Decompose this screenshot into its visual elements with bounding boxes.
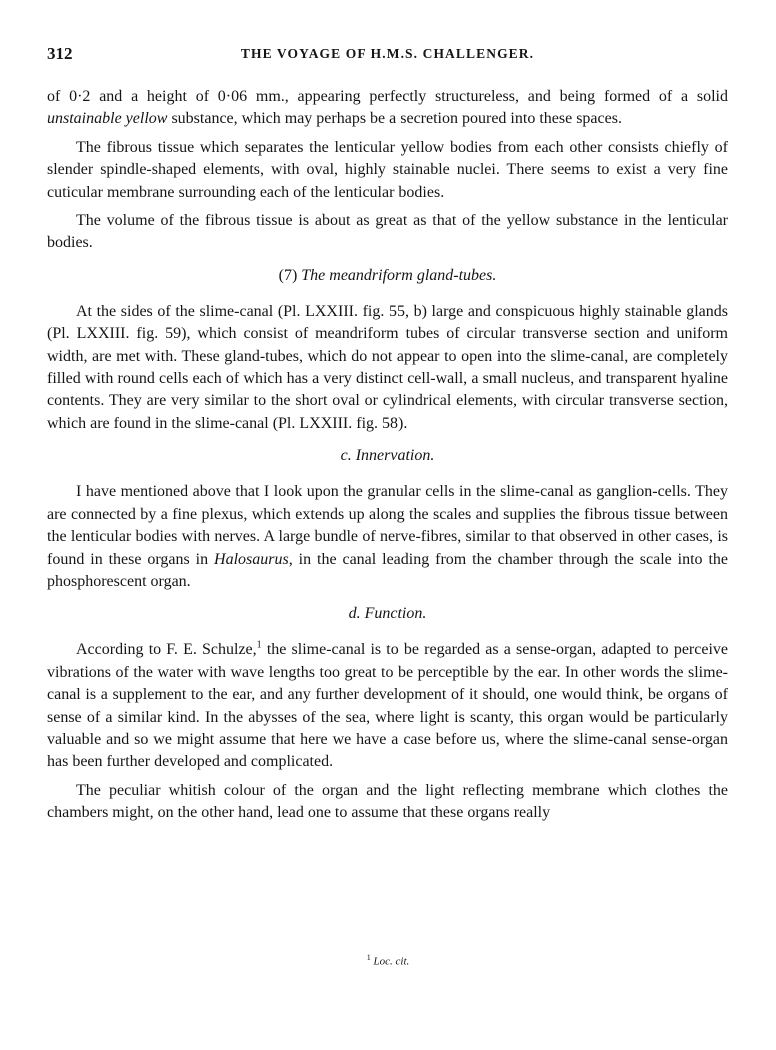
paragraph-1 xyxy=(47,86,728,131)
footnote-mark: 1 xyxy=(366,953,371,962)
page-header xyxy=(47,44,728,70)
paragraph-2: The fibrous tissue which separates the lenticular yellow bodies from each other consists chiefly of slender spindle-shaped elements, with oval, highly stainable nuclei. There seems to exist a very fine cuticular membrane surrounding each of the lenticular bodies. xyxy=(47,138,728,201)
page-number: 312 xyxy=(47,44,73,63)
paragraph-3: The volume of the fibrous tissue is about as great as that of the yellow substance in the lenticular bodies. xyxy=(47,212,728,252)
heading-function-title: d. Function. xyxy=(348,605,427,623)
footnote xyxy=(0,953,776,968)
body-text xyxy=(47,86,728,831)
paragraph-1-emphasis: unstainable yellow xyxy=(47,110,168,128)
heading-function xyxy=(47,603,728,625)
paragraph-5-text-a: I have mentioned above that I look upon the granular cells in the slime-canal as ganglion-cells. They are connected by a fine plexus, which extends up along the scales and supplies the fibrous tissue between the lenticular bodies with nerves. A large bundle of nerve-fibres, similar to that observed in other cases, is found in these organs in xyxy=(47,483,728,568)
paragraph-5-text-b: , in the canal leading from the chamber through the scale into the phosphorescent organ. xyxy=(47,550,729,590)
running-title: THE VOYAGE OF H.M.S. CHALLENGER. xyxy=(240,46,535,61)
paragraph-7: The peculiar whitish colour of the organ and the light reflecting membrane which clothes the chambers might, on the other hand, lead one to assume that these organs really xyxy=(47,781,728,822)
heading-meandriform-number: (7) xyxy=(278,266,298,284)
paragraph-1-text-b: substance, which may perhaps be a secretion poured into these spaces. xyxy=(167,110,622,128)
paragraph-6 xyxy=(47,639,728,773)
paragraph-6-text-b: the slime-canal is to be regarded as a sense-organ, adapted to perceive vibrations of the water with wave lengths too great to be perceptible by the ear. In other words the slime-canal is a supplement to the ear, and any further development of it should, one would think, be organs of sense of a similar kind. In the abysses of the sea, where light is scanty, this organ would be particularly valuable and so we might assume that here we have a case before us, where the slime-canal sense-organ has been further developed and complicated. xyxy=(47,641,729,771)
footnote-text: Loc. cit. xyxy=(373,955,410,968)
paragraph-6-text-a: According to F. E. Schulze, xyxy=(76,641,257,659)
heading-meandriform xyxy=(47,265,728,287)
footnote-reference[interactable]: 1 xyxy=(256,639,262,651)
paragraph-1-text-a: of 0·2 and a height of 0·06 mm., appearing perfectly structureless, and being formed of a solid xyxy=(47,88,728,105)
heading-innervation xyxy=(47,445,728,467)
heading-innervation-title: c. Innervation. xyxy=(340,447,435,465)
paragraph-5 xyxy=(47,481,728,593)
paragraph-5-emphasis: Halosaurus xyxy=(214,550,289,568)
paragraph-4: At the sides of the slime-canal (Pl. LXXIII. fig. 55, b) large and conspicuous highly stainable glands (Pl. LXXIII. fig. 59), which consist of meandriform tubes of circular transverse section and uniform width, are met with. These gland-tubes, which do not appear to open into the slime-canal, are completely filled with round cells each of which has a very distinct cell-wall, a small nucleus, and transparent hyaline contents. They are very similar to the short oval or cylindrical elements, with circular transverse section, which are found in the slime-canal (Pl. LXXIII. fig. 58). xyxy=(47,302,728,432)
heading-meandriform-title: The meandriform gland-tubes. xyxy=(301,266,497,284)
